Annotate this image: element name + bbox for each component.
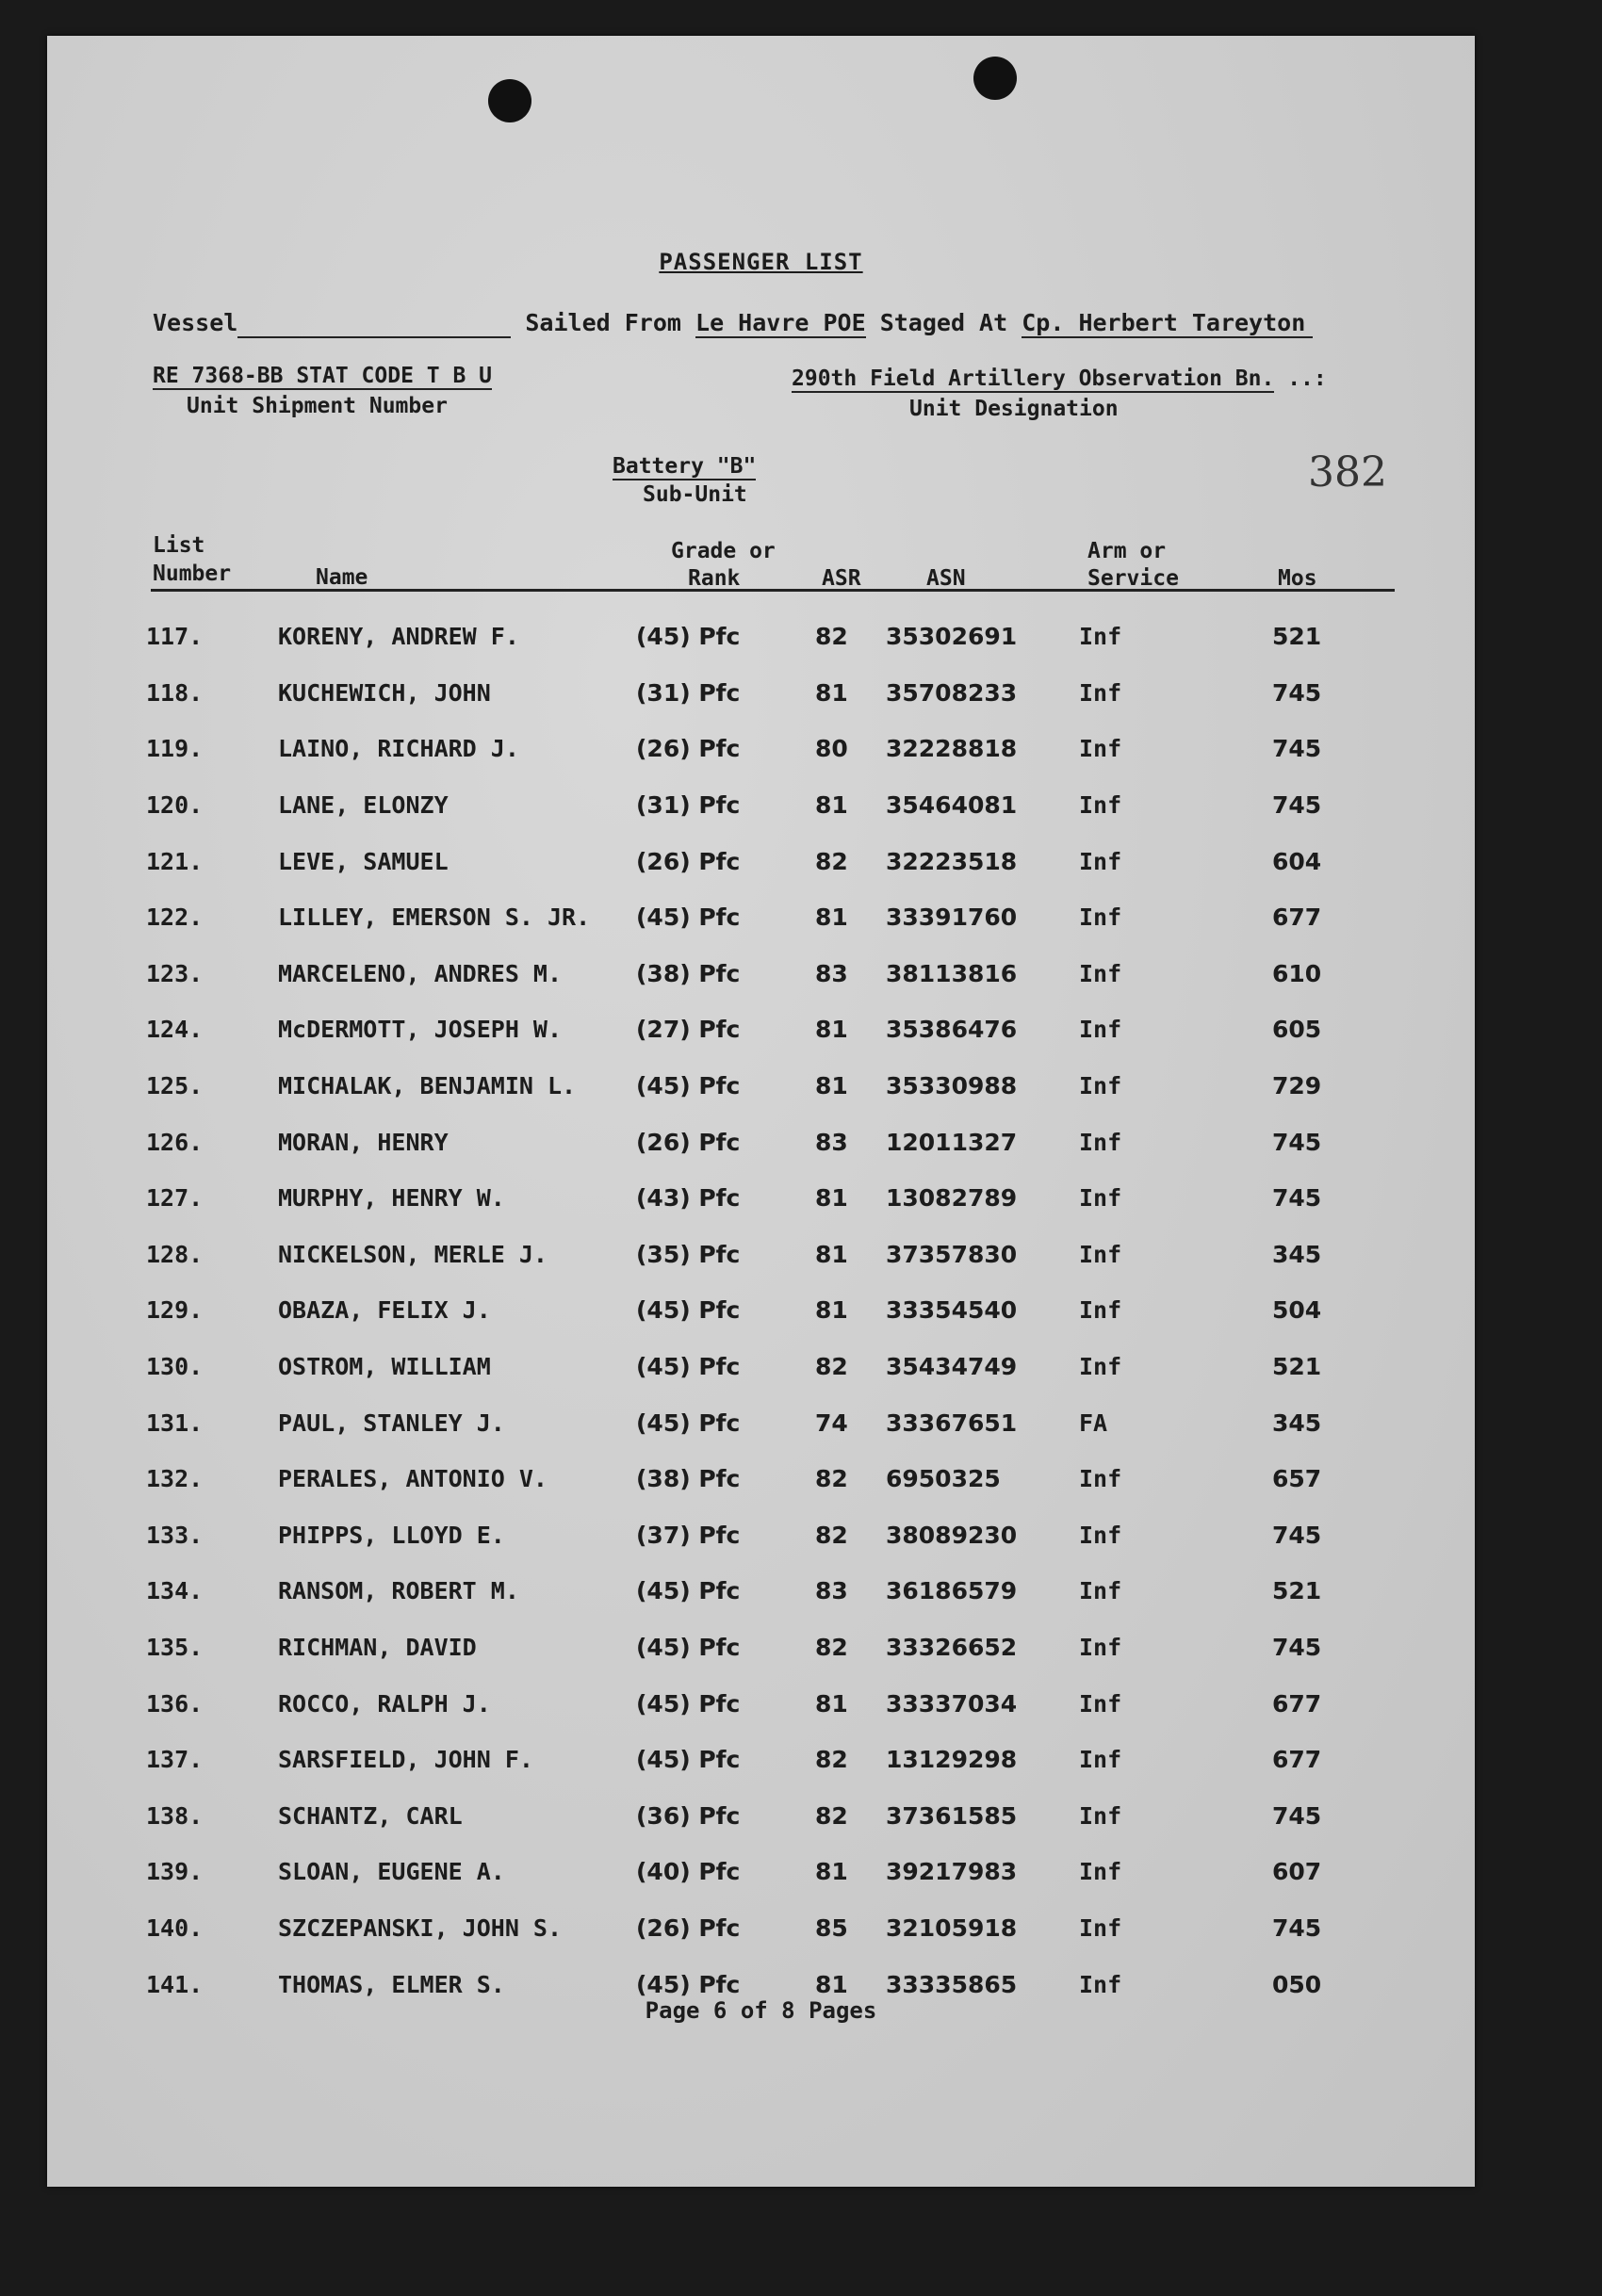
shipment-number-label: Unit Shipment Number (187, 394, 448, 418)
table-row (146, 1451, 1348, 1507)
cell-asr: 82 (815, 1353, 848, 1381)
col-arm-2: Service (1087, 566, 1179, 591)
cell-name: NICKELSON, MERLE J. (278, 1240, 548, 1268)
sailed-from-label: Sailed From (525, 309, 681, 336)
cell-asr: 81 (815, 1858, 848, 1886)
cell-grade: (45) Pfc (636, 1072, 741, 1100)
passenger-table (146, 609, 1348, 2012)
cell-grade: (45) Pfc (636, 1746, 741, 1774)
cell-num: 136. (146, 1689, 204, 1718)
cell-mos: 345 (1272, 1240, 1322, 1268)
cell-grade: (45) Pfc (636, 1689, 741, 1718)
cell-grade: (45) Pfc (636, 1633, 741, 1661)
cell-name: RANSOM, ROBERT M. (278, 1577, 519, 1605)
cell-arm: Inf (1079, 791, 1122, 820)
table-row (146, 609, 1348, 665)
cell-asn: 38089230 (886, 1521, 1018, 1549)
passenger-table-body (146, 609, 1348, 2012)
cell-num: 129. (146, 1296, 204, 1325)
col-list-number-1: List (153, 533, 205, 558)
document-title: PASSENGER LIST (659, 249, 863, 275)
cell-asn: 35708233 (886, 678, 1018, 707)
cell-mos: 345 (1272, 1409, 1322, 1437)
cell-name: LAINO, RICHARD J. (278, 735, 519, 763)
cell-arm: Inf (1079, 1633, 1122, 1661)
cell-grade: (40) Pfc (636, 1858, 741, 1886)
cell-asr: 81 (815, 904, 848, 932)
cell-num: 119. (146, 735, 204, 763)
cell-num: 137. (146, 1746, 204, 1774)
table-row (146, 1844, 1348, 1900)
cell-asr: 81 (815, 1016, 848, 1044)
table-row (146, 777, 1348, 834)
cell-mos: 504 (1272, 1296, 1322, 1325)
punch-hole (973, 57, 1017, 100)
cell-asn: 39217983 (886, 1858, 1018, 1886)
table-row (146, 1282, 1348, 1339)
table-row (146, 946, 1348, 1002)
header-rule (151, 589, 1395, 592)
cell-arm: FA (1079, 1409, 1108, 1437)
cell-num: 124. (146, 1016, 204, 1044)
cell-asn: 33335865 (886, 1970, 1018, 1998)
cell-num: 138. (146, 1801, 204, 1830)
cell-arm: Inf (1079, 1184, 1122, 1213)
cell-asn: 36186579 (886, 1577, 1018, 1605)
cell-num: 131. (146, 1409, 204, 1437)
cell-mos: 657 (1272, 1465, 1322, 1493)
cell-mos: 604 (1272, 847, 1322, 875)
cell-num: 130. (146, 1353, 204, 1381)
cell-arm: Inf (1079, 735, 1122, 763)
cell-arm: Inf (1079, 1465, 1122, 1493)
table-row (146, 1058, 1348, 1115)
cell-num: 125. (146, 1072, 204, 1100)
cell-grade: (45) Pfc (636, 1970, 741, 1998)
cell-mos: 677 (1272, 1746, 1322, 1774)
cell-num: 123. (146, 959, 204, 987)
cell-arm: Inf (1079, 847, 1122, 875)
table-row (146, 1900, 1348, 1957)
cell-num: 118. (146, 678, 204, 707)
cell-asr: 81 (815, 1240, 848, 1268)
col-name: Name (316, 565, 368, 590)
cell-asr: 83 (815, 959, 848, 987)
cell-name: SCHANTZ, CARL (278, 1801, 463, 1830)
cell-name: ROCCO, RALPH J. (278, 1689, 491, 1718)
cell-mos: 610 (1272, 959, 1322, 987)
cell-asr: 83 (815, 1128, 848, 1156)
cell-grade: (26) Pfc (636, 1913, 741, 1942)
cell-asn: 33337034 (886, 1689, 1018, 1718)
table-row (146, 833, 1348, 889)
cell-asn: 33354540 (886, 1296, 1018, 1325)
cell-asr: 81 (815, 678, 848, 707)
staged-at-label: Staged At (879, 309, 1008, 336)
shipment-number: RE 7368-BB STAT CODE T B U (153, 364, 493, 388)
table-row (146, 889, 1348, 946)
col-asr: ASR (822, 566, 861, 591)
cell-arm: Inf (1079, 1072, 1122, 1100)
cell-asn: 33326652 (886, 1633, 1018, 1661)
cell-name: LANE, ELONZY (278, 791, 449, 820)
cell-asn: 35464081 (886, 791, 1018, 820)
cell-num: 128. (146, 1240, 204, 1268)
cell-asr: 81 (815, 791, 848, 820)
cell-grade: (45) Pfc (636, 1577, 741, 1605)
cell-asn: 37361585 (886, 1801, 1018, 1830)
cell-asr: 82 (815, 1633, 848, 1661)
col-grade-2: Rank (688, 566, 741, 591)
cell-grade: (26) Pfc (636, 1128, 741, 1156)
cell-asr: 82 (815, 1801, 848, 1830)
cell-mos: 677 (1272, 1689, 1322, 1718)
cell-grade: (45) Pfc (636, 904, 741, 932)
cell-num: 133. (146, 1521, 204, 1549)
cell-grade: (26) Pfc (636, 735, 741, 763)
cell-name: PHIPPS, LLOYD E. (278, 1521, 505, 1549)
cell-mos: 521 (1272, 1577, 1322, 1605)
vessel-blank (237, 309, 511, 338)
table-row (146, 1620, 1348, 1676)
cell-asr: 82 (815, 1521, 848, 1549)
vessel-line (153, 309, 1313, 338)
cell-asr: 81 (815, 1184, 848, 1213)
cell-mos: 050 (1272, 1970, 1322, 1998)
table-row (146, 1787, 1348, 1844)
cell-grade: (35) Pfc (636, 1240, 741, 1268)
cell-asn: 32228818 (886, 735, 1018, 763)
cell-asn: 32105918 (886, 1913, 1018, 1942)
table-row (146, 1114, 1348, 1170)
cell-mos: 745 (1272, 1633, 1322, 1661)
cell-mos: 745 (1272, 1521, 1322, 1549)
cell-num: 120. (146, 791, 204, 820)
cell-grade: (45) Pfc (636, 1409, 741, 1437)
cell-arm: Inf (1079, 1577, 1122, 1605)
cell-name: McDERMOTT, JOSEPH W. (278, 1016, 563, 1044)
cell-num: 140. (146, 1913, 204, 1942)
punch-hole (488, 79, 531, 122)
cell-mos: 521 (1272, 1353, 1322, 1381)
cell-name: OSTROM, WILLIAM (278, 1353, 491, 1381)
cell-num: 122. (146, 904, 204, 932)
cell-arm: Inf (1079, 959, 1122, 987)
cell-num: 141. (146, 1970, 204, 1998)
cell-name: THOMAS, ELMER S. (278, 1970, 505, 1998)
table-row (146, 1563, 1348, 1620)
cell-num: 127. (146, 1184, 204, 1213)
unit-designation: 290th Field Artillery Observation Bn. ..: (792, 366, 1327, 391)
cell-name: KORENY, ANDREW F. (278, 623, 519, 651)
sailed-from-value: Le Havre POE (695, 309, 866, 336)
cell-asr: 81 (815, 1296, 848, 1325)
cell-asn: 13129298 (886, 1746, 1018, 1774)
cell-asr: 82 (815, 847, 848, 875)
staged-at-value: Cp. Herbert Tareyton (1022, 309, 1313, 338)
cell-num: 135. (146, 1633, 204, 1661)
table-row (146, 1170, 1348, 1227)
vessel-label: Vessel (153, 309, 238, 336)
table-row (146, 1675, 1348, 1732)
cell-arm: Inf (1079, 678, 1122, 707)
cell-arm: Inf (1079, 1016, 1122, 1044)
cell-asn: 37357830 (886, 1240, 1018, 1268)
cell-asn: 33367651 (886, 1409, 1018, 1437)
cell-grade: (31) Pfc (636, 678, 741, 707)
cell-asr: 83 (815, 1577, 848, 1605)
cell-mos: 745 (1272, 791, 1322, 820)
cell-name: LILLEY, EMERSON S. JR. (278, 904, 591, 932)
cell-grade: (45) Pfc (636, 623, 741, 651)
col-list-number-2: Number (153, 562, 232, 586)
cell-arm: Inf (1079, 1240, 1122, 1268)
cell-name: PERALES, ANTONIO V. (278, 1465, 548, 1493)
col-grade-1: Grade or (671, 539, 776, 563)
cell-asr: 82 (815, 1465, 848, 1493)
cell-name: PAUL, STANLEY J. (278, 1409, 505, 1437)
cell-asn: 35330988 (886, 1072, 1018, 1100)
table-row (146, 1339, 1348, 1395)
cell-asn: 6950325 (886, 1465, 1001, 1493)
cell-asn: 35386476 (886, 1016, 1018, 1044)
cell-arm: Inf (1079, 1128, 1122, 1156)
cell-mos: 745 (1272, 1128, 1322, 1156)
cell-grade: (36) Pfc (636, 1801, 741, 1830)
cell-mos: 677 (1272, 904, 1322, 932)
table-row (146, 1507, 1348, 1564)
cell-mos: 745 (1272, 735, 1322, 763)
cell-grade: (45) Pfc (636, 1296, 741, 1325)
col-asn: ASN (926, 566, 966, 591)
cell-name: MARCELENO, ANDRES M. (278, 959, 563, 987)
cell-mos: 521 (1272, 623, 1322, 651)
cell-num: 132. (146, 1465, 204, 1493)
cell-asr: 81 (815, 1970, 848, 1998)
table-row (146, 1394, 1348, 1451)
cell-num: 126. (146, 1128, 204, 1156)
cell-arm: Inf (1079, 1689, 1122, 1718)
cell-name: SZCZEPANSKI, JOHN S. (278, 1913, 563, 1942)
cell-arm: Inf (1079, 1858, 1122, 1886)
cell-num: 139. (146, 1858, 204, 1886)
cell-arm: Inf (1079, 1521, 1122, 1549)
cell-num: 121. (146, 847, 204, 875)
cell-arm: Inf (1079, 1746, 1122, 1774)
cell-name: LEVE, SAMUEL (278, 847, 449, 875)
cell-asr: 74 (815, 1409, 848, 1437)
cell-mos: 745 (1272, 678, 1322, 707)
cell-arm: Inf (1079, 1353, 1122, 1381)
cell-name: OBAZA, FELIX J. (278, 1296, 491, 1325)
page-stamp: 382 (1308, 448, 1387, 497)
cell-name: MURPHY, HENRY W. (278, 1184, 505, 1213)
cell-name: MICHALAK, BENJAMIN L. (278, 1072, 577, 1100)
unit-designation-label: Unit Designation (909, 397, 1119, 421)
cell-arm: Inf (1079, 1801, 1122, 1830)
cell-asn: 38113816 (886, 959, 1018, 987)
cell-mos: 729 (1272, 1072, 1322, 1100)
cell-asr: 81 (815, 1072, 848, 1100)
sub-unit: Battery "B" (613, 454, 757, 479)
sub-unit-label: Sub-Unit (643, 482, 747, 507)
cell-grade: (38) Pfc (636, 959, 741, 987)
cell-asn: 33391760 (886, 904, 1018, 932)
cell-grade: (31) Pfc (636, 791, 741, 820)
cell-grade: (26) Pfc (636, 847, 741, 875)
cell-mos: 745 (1272, 1801, 1322, 1830)
table-row (146, 665, 1348, 722)
cell-num: 134. (146, 1577, 204, 1605)
cell-arm: Inf (1079, 1296, 1122, 1325)
cell-name: MORAN, HENRY (278, 1128, 449, 1156)
cell-asr: 81 (815, 1689, 848, 1718)
col-mos: Mos (1278, 566, 1317, 591)
document-page (47, 36, 1475, 2187)
cell-asn: 35302691 (886, 623, 1018, 651)
cell-mos: 745 (1272, 1184, 1322, 1213)
cell-arm: Inf (1079, 1913, 1122, 1942)
cell-arm: Inf (1079, 1970, 1122, 1998)
cell-grade: (43) Pfc (636, 1184, 741, 1213)
cell-grade: (27) Pfc (636, 1016, 741, 1044)
cell-asr: 82 (815, 623, 848, 651)
cell-asr: 85 (815, 1913, 848, 1942)
cell-name: KUCHEWICH, JOHN (278, 678, 491, 707)
table-row (146, 1227, 1348, 1283)
cell-asn: 12011327 (886, 1128, 1018, 1156)
cell-asn: 32223518 (886, 847, 1018, 875)
col-arm-1: Arm or (1087, 539, 1167, 563)
page-footer: Page 6 of 8 Pages (645, 1997, 877, 2024)
cell-grade: (37) Pfc (636, 1521, 741, 1549)
cell-name: SLOAN, EUGENE A. (278, 1858, 505, 1886)
cell-name: RICHMAN, DAVID (278, 1633, 477, 1661)
cell-grade: (45) Pfc (636, 1353, 741, 1381)
cell-mos: 607 (1272, 1858, 1322, 1886)
cell-asr: 82 (815, 1746, 848, 1774)
table-row (146, 721, 1348, 777)
cell-arm: Inf (1079, 904, 1122, 932)
cell-asn: 35434749 (886, 1353, 1018, 1381)
cell-grade: (38) Pfc (636, 1465, 741, 1493)
table-row (146, 1001, 1348, 1058)
cell-asn: 13082789 (886, 1184, 1018, 1213)
cell-num: 117. (146, 623, 204, 651)
cell-arm: Inf (1079, 623, 1122, 651)
table-row (146, 1732, 1348, 1788)
cell-name: SARSFIELD, JOHN F. (278, 1746, 533, 1774)
cell-mos: 745 (1272, 1913, 1322, 1942)
cell-asr: 80 (815, 735, 848, 763)
cell-mos: 605 (1272, 1016, 1322, 1044)
